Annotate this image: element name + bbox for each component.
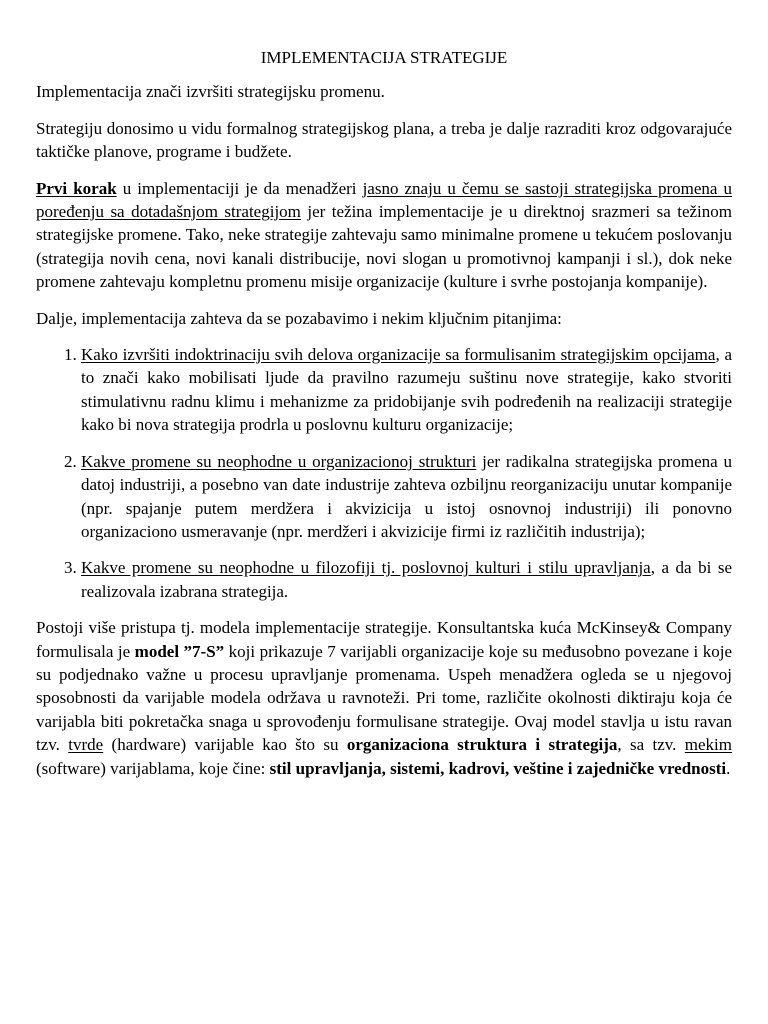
list-item (81, 556, 732, 603)
soft-variables-term: mekim (684, 735, 732, 755)
model-text-4: , sa tzv. (617, 735, 685, 755)
hard-variables-term: tvrde (68, 735, 104, 755)
document-title: IMPLEMENTACIJA STRATEGIJE (260, 48, 508, 67)
first-step-text-2: jer težina implementacije je u direktnoj srazmeri sa težinom strategijske promene. Tako, neke strategije zahtevaju samo minimalne promene u tekućem poslovanju (strategija novih cena, novi kanali distribucije, novi slogan u promotivnoj kampanji i sl.), dok neke promene zahtevaju kompletnu promenu misije organizacije (kulture i svrhe postojanja kompanije). (36, 202, 733, 292)
soft-variables-list: stil upravljanja, sistemi, kadrovi, veštine i zajedničke vrednosti (269, 758, 727, 778)
first-step-underlined: jasno znaju u čemu se sastoji strategijska promena u poređenju sa dotadašnjom strategijom (36, 178, 732, 222)
model-text-5: (software) varijablama, koje čine: (36, 758, 270, 778)
paragraph-definition: Implementacija znači izvršiti strategijsku promenu. (36, 82, 385, 102)
list-item-underlined: Kakve promene su neophodne u organizacionoj strukturi (81, 451, 477, 471)
model-text-3: (hardware) varijable kao što su (103, 735, 347, 755)
model-name: model ”7-S” (134, 641, 225, 661)
paragraph-strategic-plan: Strategiju donosimo u vidu formalnog strategijskog plana, a treba je dalje razraditi kroz odgovarajuće taktičke planove, programe i budžete. (36, 118, 732, 162)
list-item-underlined: Kakve promene su neophodne u filozofiji tj. poslovnoj kulturi i stilu upravljanja (81, 558, 651, 578)
list-item-text: , a da bi se realizovala izabrana strategija. (81, 558, 732, 601)
paragraph-7s-model (36, 616, 732, 780)
document-content (36, 46, 732, 793)
first-step-text-1: u implementaciji je da menadžeri (116, 178, 363, 198)
model-text-2: koji prikazuje 7 varijabli organizacije koje su međusobno povezane i koje su podjednako važne u procesu upravljanje promenama. Uspeh menadžera ogleda se u njegovoj sposobnosti da varijable modela održava u ravnoteži. Pri tome, različite okolnosti diktiraju koja će varijabla biti pokretačka snaga u sprovođenju formulisane strategije. Ovaj model stavlja u istu ravan tzv. (36, 641, 732, 755)
paragraph-first-step (36, 177, 732, 294)
model-text-6: . (726, 758, 731, 778)
first-step-lead: Prvi korak (36, 178, 117, 198)
hard-variables-list: organizaciona struktura i strategija (346, 735, 618, 755)
paragraph-key-questions: Dalje, implementacija zahteva da se pozabavimo i nekim ključnim pitanjima: (36, 308, 562, 328)
key-questions-list (36, 343, 732, 603)
list-item (81, 450, 732, 544)
list-item-underlined: Kako izvršiti indoktrinaciju svih delova organizacije sa formulisanim strategijskim opcijama (81, 345, 716, 365)
list-item-text: jer radikalna strategijska promena u datoj industriji, a posebno van date industrije zahteva ozbiljnu reorganizaciju unutar kompanije (npr. spajanje putem merdžera i akvizicija u istoj osnovnoj industriji) ili ponovno organizaciono usmeravanje (npr. merdžeri i akvizicije firmi iz različitih industrija); (81, 451, 732, 541)
list-item (81, 343, 732, 437)
model-text-1: Postoji više pristupa tj. modela implementacije strategije. Konsultantska kuća McKinsey& Company formulisala je (36, 618, 732, 661)
list-item-text: , a to znači kako mobilisati ljude da pravilno razumeju suštinu nove strategije, kako stvoriti stimulativnu radnu klimu i mehanizme za pridobijanje svih podređenih na realizaciji strategije kako bi nova strategija prodrla u poslovnu kulturu organizacije; (81, 345, 732, 435)
